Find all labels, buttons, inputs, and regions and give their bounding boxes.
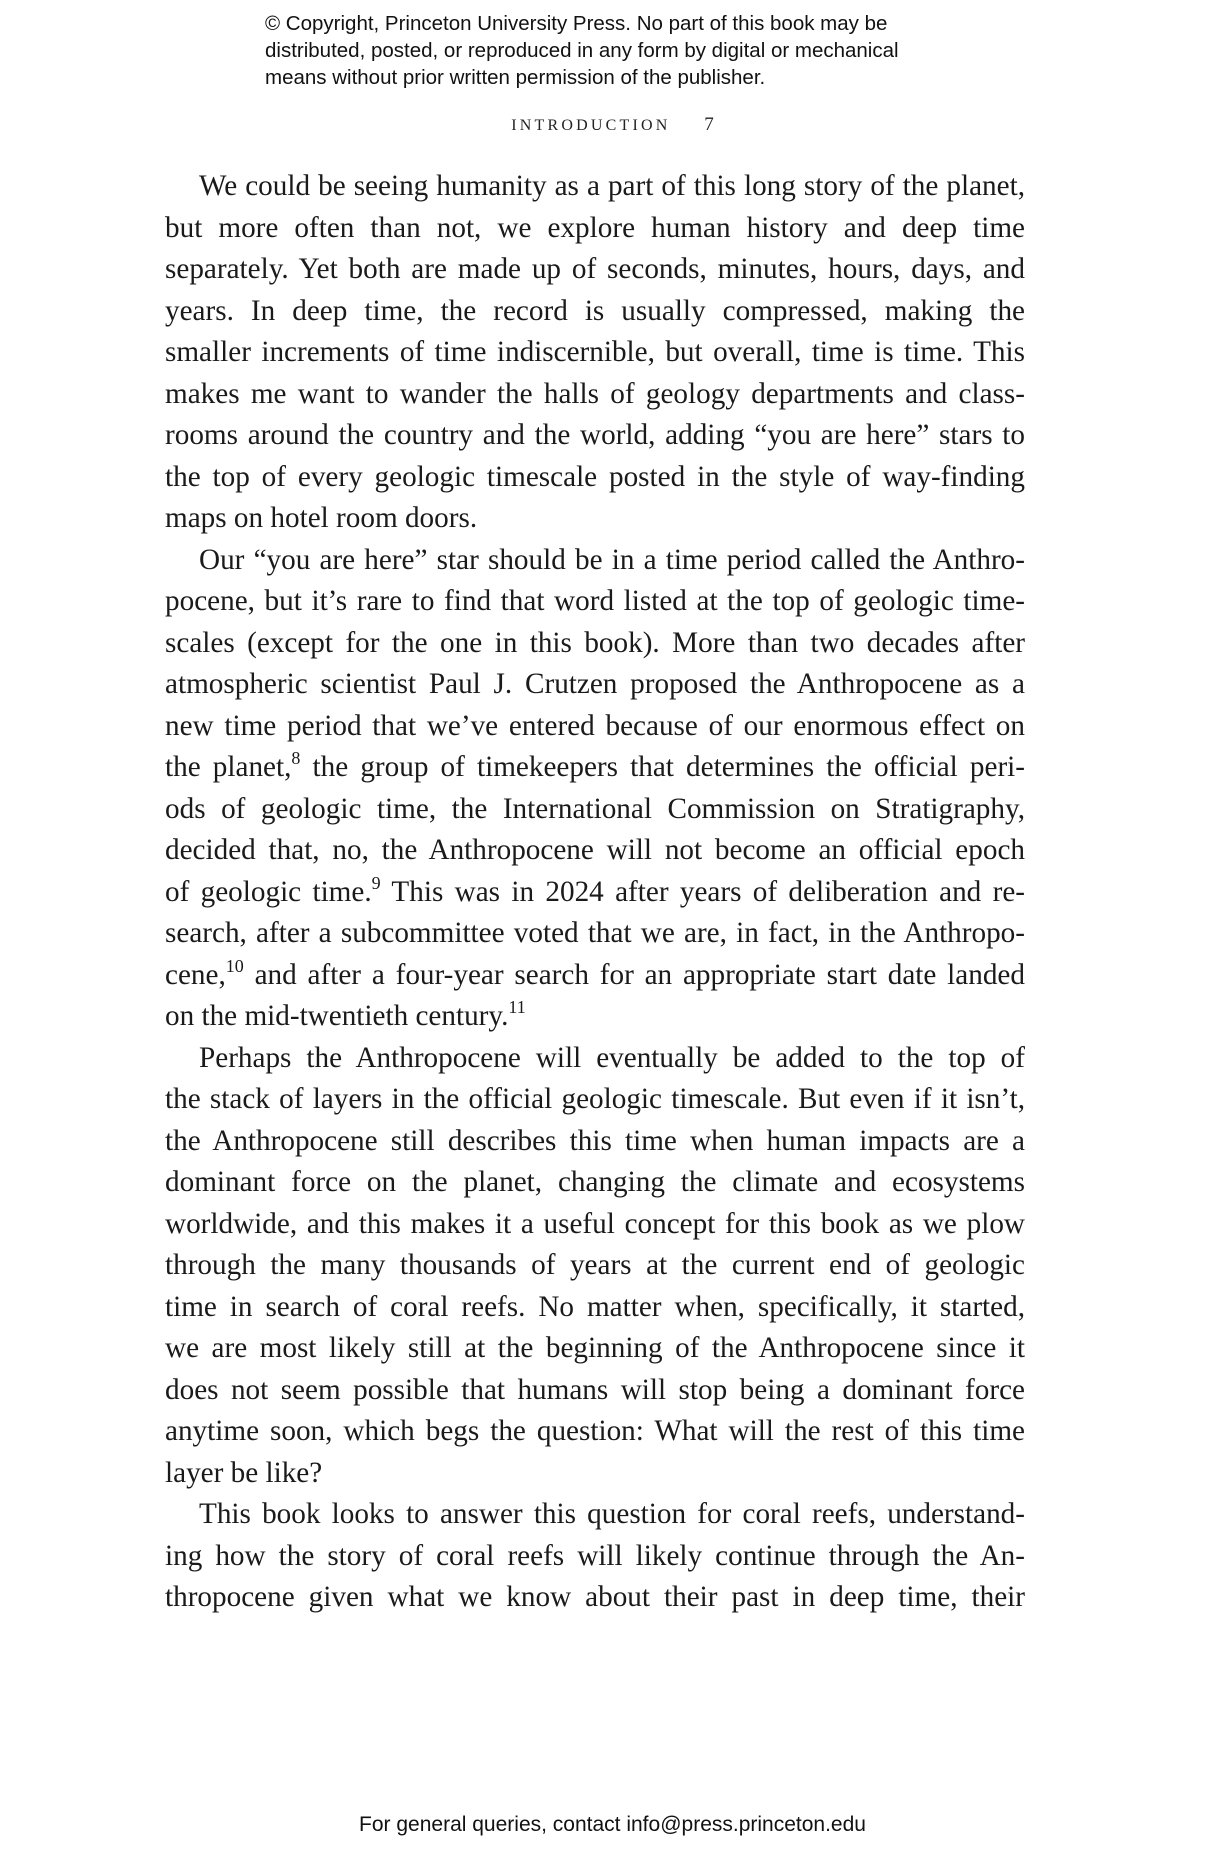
footnote-marker[interactable]: 11 [508, 997, 526, 1017]
text-line: the top of every geologic timescale posted in the style of way-finding [165, 460, 1025, 493]
text-line: cene,$^{10}$ and after a four-year search for an appropriate start date landed [165, 955, 1025, 991]
text-line: does not seem possible that humans will stop being a dominant force [165, 1373, 1025, 1406]
text-line: we are most likely still at the beginning of the Anthropocene since it [165, 1332, 1025, 1364]
text-line: separately. Yet both are made up of seconds, minutes, hours, days, and [165, 253, 1025, 285]
text-line: anytime soon, which begs the question: What will the rest of this time [165, 1415, 1025, 1447]
running-head [0, 114, 1225, 136]
text-line: new time period that we’ve entered because of our enormous effect on [165, 709, 1025, 742]
text-line: through the many thousands of years at the current end of geologic [165, 1249, 1025, 1281]
text-line: Perhaps the Anthropocene will eventually be added to the top of [199, 1041, 1025, 1074]
text-line: atmospheric scientist Paul J. Crutzen proposed the Anthropocene as a [165, 668, 1025, 700]
body-text [165, 166, 1025, 1619]
copyright-line: © Copyright, Princeton University Press. No part of this book may be [265, 12, 888, 35]
paragraph [165, 1494, 1025, 1619]
text-line: on the mid-twentieth century.$^{11}$ [165, 997, 526, 1032]
text-line: the stack of layers in the official geologic timescale. But even if it isn’t, [165, 1083, 1025, 1115]
footnote-marker[interactable]: 9 [371, 872, 381, 893]
text-line: but more often than not, we explore human history and deep time [165, 211, 1025, 244]
paragraph [165, 1038, 1025, 1495]
text-line: smaller increments of time indiscernible, but overall, time is time. This [165, 336, 1025, 368]
paragraph [165, 540, 1025, 1038]
text-line: Our “you are here” star should be in a time period called the Anthro- [199, 543, 1025, 576]
text-line: the planet,$^8$ the group of timekeepers that determines the official peri- [165, 748, 1025, 783]
copyright-notice [265, 10, 1005, 91]
text-line: maps on hotel room doors. [165, 502, 478, 534]
copyright-line: means without prior written permission of the publisher. [265, 66, 766, 89]
page-number: 7 [704, 114, 714, 135]
footnote-marker[interactable]: 10 [225, 955, 244, 976]
text-line: the Anthropocene still describes this time when human impacts are a [165, 1124, 1025, 1157]
text-line: years. In deep time, the record is usually compressed, making the [165, 294, 1025, 327]
text-line: makes me want to wander the halls of geology departments and class- [165, 377, 1025, 410]
text-line: ods of geologic time, the International Commission on Stratigraphy, [165, 792, 1025, 825]
text-line: rooms around the country and the world, adding “you are here” stars to [165, 419, 1025, 451]
copyright-line: distributed, posted, or reproduced in any form by digital or mechanical [265, 39, 899, 62]
text-line: ing how the story of coral reefs will likely continue through the An- [165, 1539, 1025, 1572]
text-line: of geologic time.$^9$ This was in 2024 after years of deliberation and re- [165, 872, 1025, 908]
text-line: dominant force on the planet, changing the climate and ecosystems [165, 1166, 1025, 1198]
text-line: layer be like? [165, 1456, 323, 1489]
text-line: scales (except for the one in this book). More than two decades after [165, 626, 1025, 659]
text-line: decided that, no, the Anthropocene will not become an official epoch [165, 834, 1025, 866]
running-head-title: INTRODUCTION [511, 117, 671, 134]
text-line: We could be seeing humanity as a part of this long story of the planet, [199, 170, 1025, 202]
text-line: search, after a subcommittee voted that we are, in fact, in the Anthropo- [165, 917, 1025, 949]
text-line: pocene, but it’s rare to find that word listed at the top of geologic time- [165, 585, 1025, 617]
text-line: This book looks to answer this question for coral reefs, understand- [199, 1498, 1025, 1530]
footnote-marker[interactable]: 8 [291, 748, 301, 768]
footer-contact: For general queries, contact info@press.princeton.edu [359, 1813, 866, 1836]
text-line: time in search of coral reefs. No matter when, specifically, it started, [165, 1290, 1025, 1323]
text-line: thropocene given what we know about their past in deep time, their [165, 1581, 1025, 1613]
paragraph [165, 166, 1025, 540]
text-line: worldwide, and this makes it a useful concept for this book as we plow [165, 1207, 1025, 1240]
